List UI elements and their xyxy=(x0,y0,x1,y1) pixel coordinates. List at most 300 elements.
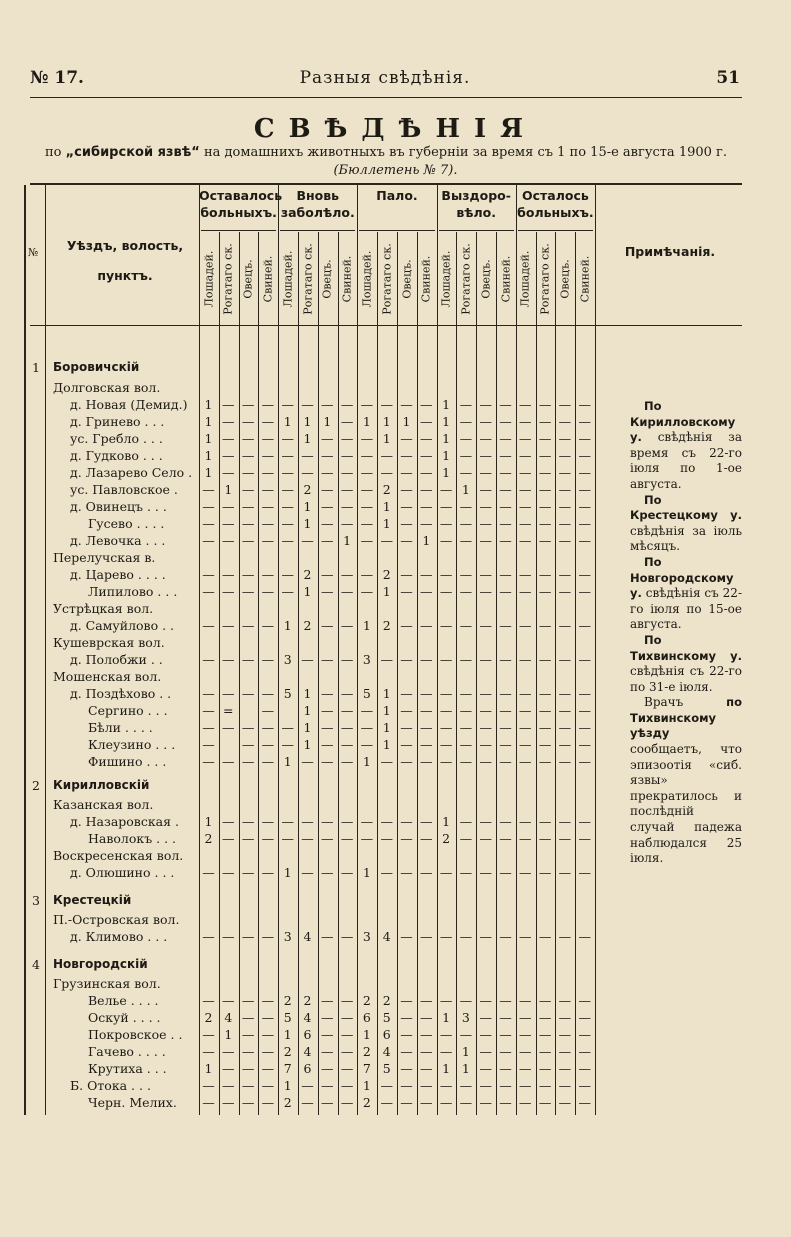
table-cell: 1 xyxy=(442,465,451,480)
table-cell: — xyxy=(439,1027,453,1042)
volost-row xyxy=(0,380,600,397)
table-cell: — xyxy=(281,516,294,531)
table-cell: — xyxy=(301,448,314,463)
animal-header-label: Рогатаго ск. xyxy=(301,242,314,315)
table-cell: — xyxy=(340,993,354,1008)
table-cell: — xyxy=(281,584,294,599)
table-cell: — xyxy=(301,814,314,829)
settlement-name: д. Овинецъ . . . xyxy=(70,499,167,514)
table-cell: — xyxy=(420,1061,433,1076)
table-cell: 5 xyxy=(382,1010,391,1025)
table-cell: — xyxy=(519,499,532,514)
table-cell: 1 xyxy=(461,482,470,497)
table-cell: — xyxy=(578,754,591,769)
column-header-notes: Примѣчанія. xyxy=(624,244,716,259)
table-cell: — xyxy=(222,1078,235,1093)
table-cell: — xyxy=(340,814,354,829)
table-cell: — xyxy=(301,465,314,480)
table-cell: — xyxy=(261,929,275,944)
table-cell: — xyxy=(360,516,374,531)
table-cell: — xyxy=(499,737,512,752)
table-cell: — xyxy=(202,1095,215,1110)
section-title: Разныя свѣдѣнія. xyxy=(299,68,471,88)
table-cell: — xyxy=(499,929,512,944)
table-cell: — xyxy=(380,465,393,480)
animal-header-label: Свиней. xyxy=(261,255,275,302)
table-cell: — xyxy=(261,448,275,463)
table-cell: — xyxy=(360,397,374,412)
table-cell: — xyxy=(360,831,374,846)
table-row xyxy=(0,465,600,482)
table-cell: — xyxy=(519,567,532,582)
uezd-row xyxy=(0,957,600,974)
table-cell: — xyxy=(360,584,374,599)
table-cell: — xyxy=(340,448,354,463)
table-cell: — xyxy=(420,865,433,880)
table-cell: — xyxy=(241,993,255,1008)
table-cell: — xyxy=(420,720,433,735)
animal-header-label: Рогатаго ск. xyxy=(221,242,235,315)
animal-header-label: Лошадей. xyxy=(202,250,215,307)
table-cell: — xyxy=(400,448,413,463)
table-cell: — xyxy=(578,703,591,718)
table-cell: — xyxy=(321,814,334,829)
table-cell: — xyxy=(439,1095,453,1110)
settlement-name: Бѣли . . . . xyxy=(88,720,153,735)
table-cell: — xyxy=(459,499,473,514)
table-cell: — xyxy=(439,618,453,633)
table-cell: — xyxy=(241,1095,255,1110)
table-cell: — xyxy=(578,499,591,514)
table-cell: — xyxy=(400,831,413,846)
table-cell: — xyxy=(241,831,255,846)
settlement-name: Гусево . . . . xyxy=(88,516,165,531)
table-cell: — xyxy=(479,929,492,944)
table-cell: — xyxy=(321,1061,334,1076)
table-cell: — xyxy=(241,1078,255,1093)
table-cell: — xyxy=(400,499,413,514)
table-cell: — xyxy=(558,618,572,633)
column-header-number: № xyxy=(28,246,39,259)
table-cell: — xyxy=(301,533,314,548)
table-cell: — xyxy=(222,499,235,514)
table-cell: 1 xyxy=(362,865,371,880)
table-cell: — xyxy=(261,1095,275,1110)
table-cell: — xyxy=(499,686,512,701)
table-cell: — xyxy=(578,1010,591,1025)
table-cell: — xyxy=(519,465,532,480)
table-cell: — xyxy=(578,448,591,463)
table-cell: — xyxy=(321,1044,334,1059)
subtitle-post: на домашнихъ животныхъ въ губерніи за время съ 1 по 15-е августа 1900 г. xyxy=(203,145,727,160)
volost-row xyxy=(0,797,600,814)
table-cell: 2 xyxy=(362,1044,371,1059)
table-cell: — xyxy=(261,482,275,497)
table-cell: — xyxy=(261,414,275,429)
animal-header-label: Овецъ. xyxy=(400,258,413,299)
settlement-name: ус. Гребло . . . xyxy=(70,431,163,446)
table-cell: — xyxy=(420,618,433,633)
uezd-name: Крестецкій xyxy=(53,893,132,907)
table-cell: — xyxy=(519,652,532,667)
table-cell: — xyxy=(479,686,492,701)
table-cell: — xyxy=(439,584,453,599)
table-row xyxy=(0,499,600,516)
table-cell: — xyxy=(340,584,354,599)
table-cell: 5 xyxy=(382,1061,391,1076)
table-cell: — xyxy=(222,618,235,633)
table-cell: 1 xyxy=(362,618,371,633)
table-cell: — xyxy=(400,686,413,701)
table-cell: — xyxy=(241,414,255,429)
animal-header xyxy=(476,232,495,325)
table-cell: — xyxy=(459,414,473,429)
table-cell: — xyxy=(439,533,453,548)
table-cell: — xyxy=(222,414,235,429)
table-cell: — xyxy=(439,993,453,1008)
table-cell: — xyxy=(578,814,591,829)
table-cell: 1 xyxy=(303,686,312,701)
table-cell: — xyxy=(340,754,354,769)
table-cell: — xyxy=(321,865,334,880)
table-cell: — xyxy=(241,1044,255,1059)
table-cell: 1 xyxy=(362,754,371,769)
notes-column xyxy=(630,399,742,867)
table-cell: — xyxy=(578,993,591,1008)
settlement-name: Велье . . . . xyxy=(88,993,159,1008)
table-cell: — xyxy=(439,516,453,531)
table-cell: 4 xyxy=(303,1010,312,1025)
settlement-name: д. Гринево . . . xyxy=(70,414,165,429)
table-cell: — xyxy=(459,686,473,701)
table-cell: — xyxy=(578,567,591,582)
table-cell: — xyxy=(519,1078,532,1093)
table-cell: — xyxy=(578,431,591,446)
table-cell: — xyxy=(558,482,572,497)
table-cell: — xyxy=(222,584,235,599)
table-cell: — xyxy=(222,993,235,1008)
table-cell: — xyxy=(538,1010,552,1025)
table-cell: — xyxy=(360,737,374,752)
settlement-name: Фишино . . . xyxy=(88,754,167,769)
table-cell: — xyxy=(538,865,552,880)
table-cell: — xyxy=(360,814,374,829)
table-cell: — xyxy=(558,533,572,548)
table-row xyxy=(0,652,600,669)
table-cell: — xyxy=(261,567,275,582)
table-cell: — xyxy=(479,482,492,497)
table-cell: — xyxy=(400,754,413,769)
table-cell: — xyxy=(321,737,334,752)
settlement-name: Б. Отока . . . xyxy=(70,1078,151,1093)
note-paragraph xyxy=(630,399,742,493)
table-cell: — xyxy=(538,831,552,846)
table-cell: — xyxy=(321,499,334,514)
table-cell: — xyxy=(558,567,572,582)
page-title: СВѢДѢНІЯ xyxy=(253,114,538,144)
table-cell: 2 xyxy=(382,482,391,497)
table-cell: 6 xyxy=(362,1010,371,1025)
table-cell: — xyxy=(459,831,473,846)
table-cell: — xyxy=(538,1027,552,1042)
table-cell: 1 xyxy=(303,431,312,446)
table-cell: — xyxy=(538,1095,552,1110)
uezd-row xyxy=(0,893,600,910)
table-cell: — xyxy=(241,567,255,582)
table-cell: — xyxy=(360,703,374,718)
table-cell: — xyxy=(380,652,393,667)
table-cell: — xyxy=(261,1078,275,1093)
table-cell: 7 xyxy=(283,1061,292,1076)
table-cell: — xyxy=(420,652,433,667)
table-cell: — xyxy=(321,686,334,701)
table-cell: — xyxy=(321,1027,334,1042)
table-cell: 1 xyxy=(303,703,312,718)
table-cell: 1 xyxy=(224,482,233,497)
table-cell: 3 xyxy=(283,929,292,944)
table-cell: 1 xyxy=(442,414,451,429)
table-cell: — xyxy=(479,720,492,735)
table-cell: — xyxy=(578,1044,591,1059)
table-cell: — xyxy=(519,448,532,463)
table-cell: — xyxy=(439,703,453,718)
table-cell: — xyxy=(558,1010,572,1025)
table-cell: — xyxy=(222,431,235,446)
animal-header-label: Овецъ. xyxy=(241,258,255,299)
table-cell: — xyxy=(222,516,235,531)
table-row xyxy=(0,754,600,771)
table-cell: — xyxy=(400,533,413,548)
table-cell: — xyxy=(241,448,255,463)
table-cell: — xyxy=(321,754,334,769)
table-cell: — xyxy=(340,499,354,514)
table-cell: — xyxy=(538,652,552,667)
table-cell: — xyxy=(439,482,453,497)
row-number: 4 xyxy=(32,957,40,972)
animal-header-label: Лошадей. xyxy=(281,250,295,307)
animal-header xyxy=(357,232,376,325)
table-cell: — xyxy=(400,516,413,531)
table-cell: 4 xyxy=(224,1010,233,1025)
table-cell: — xyxy=(459,448,473,463)
table-cell: 1 xyxy=(303,516,312,531)
table-cell: 1 xyxy=(303,414,312,429)
group-header: Выздоро-вѣло. xyxy=(441,188,511,220)
table-cell: 1 xyxy=(303,737,312,752)
volost-name: Устрѣцкая вол. xyxy=(53,601,154,616)
table-cell: — xyxy=(558,1095,572,1110)
table-cell: 2 xyxy=(382,618,391,633)
table-cell: — xyxy=(222,754,235,769)
animal-header xyxy=(536,232,555,325)
table-cell: — xyxy=(321,703,334,718)
table-row xyxy=(0,737,600,754)
table-cell: — xyxy=(400,993,413,1008)
table-cell: — xyxy=(340,831,354,846)
table-cell: — xyxy=(261,831,275,846)
table-cell: — xyxy=(519,754,532,769)
table-cell: — xyxy=(222,567,235,582)
table-cell: — xyxy=(479,397,492,412)
table-cell: — xyxy=(321,720,334,735)
table-cell: — xyxy=(538,499,552,514)
table-cell: — xyxy=(499,431,512,446)
table-cell: — xyxy=(241,1061,255,1076)
table-cell: — xyxy=(578,865,591,880)
table-cell: — xyxy=(321,929,334,944)
table-cell: 1 xyxy=(362,1078,371,1093)
table-row xyxy=(0,584,600,601)
animal-header-label: Лошадей. xyxy=(518,250,532,307)
table-cell: 2 xyxy=(382,993,391,1008)
volost-name: Казанская вол. xyxy=(53,797,154,812)
animal-header xyxy=(397,232,416,325)
table-cell: — xyxy=(261,865,275,880)
table-cell: — xyxy=(538,754,552,769)
table-cell: — xyxy=(241,618,255,633)
settlement-name: Липилово . . . xyxy=(88,584,178,599)
table-cell: — xyxy=(241,754,255,769)
table-cell: — xyxy=(519,737,532,752)
table-cell: 1 xyxy=(442,448,451,463)
table-cell: — xyxy=(420,584,433,599)
bulletin-number: (Бюллетень № 7). xyxy=(333,163,458,178)
settlement-name: д. Самуйлово . . xyxy=(70,618,174,633)
table-cell: — xyxy=(459,720,473,735)
table-cell: — xyxy=(519,865,532,880)
table-cell: — xyxy=(301,831,314,846)
table-cell: — xyxy=(400,1010,413,1025)
subtitle xyxy=(30,145,742,160)
animal-header-label: Рогатаго ск. xyxy=(538,242,552,315)
table-cell: — xyxy=(499,814,512,829)
table-cell: — xyxy=(519,993,532,1008)
table-cell: — xyxy=(459,652,473,667)
table-cell: — xyxy=(479,533,492,548)
table-header-rule xyxy=(30,325,742,326)
table-cell: — xyxy=(459,993,473,1008)
table-cell: — xyxy=(281,448,294,463)
table-cell: — xyxy=(499,1078,512,1093)
table-cell: 1 xyxy=(382,431,391,446)
table-cell: — xyxy=(261,533,275,548)
settlement-name: ус. Павловское . xyxy=(70,482,178,497)
table-row xyxy=(0,1044,600,1061)
table-cell: — xyxy=(420,414,433,429)
table-cell: — xyxy=(261,754,275,769)
note-text: свѣдѣнія съ 22-го по 31-е іюля. xyxy=(630,664,742,694)
table-cell: — xyxy=(538,929,552,944)
table-cell: — xyxy=(519,618,532,633)
table-row xyxy=(0,703,600,720)
table-cell: — xyxy=(538,720,552,735)
table-row xyxy=(0,720,600,737)
table-cell: — xyxy=(261,720,275,735)
table-cell: — xyxy=(578,618,591,633)
table-row xyxy=(0,814,600,831)
table-cell: — xyxy=(360,567,374,582)
table-cell: — xyxy=(538,533,552,548)
table-cell: — xyxy=(202,584,215,599)
issue-number: № 17. xyxy=(30,68,84,88)
table-cell: — xyxy=(558,397,572,412)
animal-header xyxy=(318,232,337,325)
volost-name: Долговская вол. xyxy=(53,380,161,395)
table-cell: — xyxy=(519,703,532,718)
table-cell: — xyxy=(261,1061,275,1076)
table-cell: — xyxy=(578,533,591,548)
table-cell: — xyxy=(241,686,255,701)
table-cell: — xyxy=(420,737,433,752)
table-cell: — xyxy=(261,1044,275,1059)
table-cell: — xyxy=(439,737,453,752)
uezd-name: Кирилловскій xyxy=(53,778,150,792)
table-cell: — xyxy=(538,1044,552,1059)
animal-header xyxy=(199,232,218,325)
table-cell: — xyxy=(281,431,294,446)
table-cell: — xyxy=(538,993,552,1008)
volost-name: Воскресенская вол. xyxy=(53,848,184,863)
table-cell: — xyxy=(578,465,591,480)
table-cell: — xyxy=(340,1027,354,1042)
animal-header xyxy=(377,232,396,325)
running-header xyxy=(30,68,740,96)
animal-header xyxy=(258,232,277,325)
table-cell: — xyxy=(519,397,532,412)
table-cell: — xyxy=(558,754,572,769)
table-cell: — xyxy=(578,831,591,846)
note-paragraph xyxy=(630,695,742,867)
table-cell: — xyxy=(380,831,393,846)
table-cell: — xyxy=(459,929,473,944)
animal-header-label: Свиней. xyxy=(578,255,592,302)
table-cell: 1 xyxy=(362,414,371,429)
table-cell: — xyxy=(400,431,413,446)
uezd-name: Новгородскій xyxy=(53,957,148,971)
table-cell: — xyxy=(340,567,354,582)
table-cell: — xyxy=(261,703,275,718)
table-cell: — xyxy=(202,567,215,582)
table-cell: — xyxy=(558,584,572,599)
table-cell: — xyxy=(479,814,492,829)
table-cell: — xyxy=(479,1078,492,1093)
table-cell: — xyxy=(202,754,215,769)
table-cell: — xyxy=(499,993,512,1008)
table-cell: — xyxy=(558,652,572,667)
table-cell: — xyxy=(400,584,413,599)
group-header: Пало. xyxy=(376,188,418,203)
table-cell: — xyxy=(340,703,354,718)
table-cell: 2 xyxy=(204,831,213,846)
table-cell: — xyxy=(261,465,275,480)
table-cell: — xyxy=(499,448,512,463)
table-cell: — xyxy=(400,1095,413,1110)
table-cell: — xyxy=(439,1078,453,1093)
table-cell: 1 xyxy=(204,414,213,429)
note-uezd: По Крестецкому у. xyxy=(630,492,742,523)
table-cell: 1 xyxy=(362,1027,371,1042)
table-cell: — xyxy=(202,482,215,497)
table-cell: 1 xyxy=(442,1010,451,1025)
table-cell: 1 xyxy=(283,1027,292,1042)
table-cell: — xyxy=(340,1078,354,1093)
table-cell: — xyxy=(499,720,512,735)
table-cell: 1 xyxy=(323,414,332,429)
table-cell: — xyxy=(578,397,591,412)
table-cell: — xyxy=(538,567,552,582)
table-row xyxy=(0,431,600,448)
table-cell: — xyxy=(340,431,354,446)
